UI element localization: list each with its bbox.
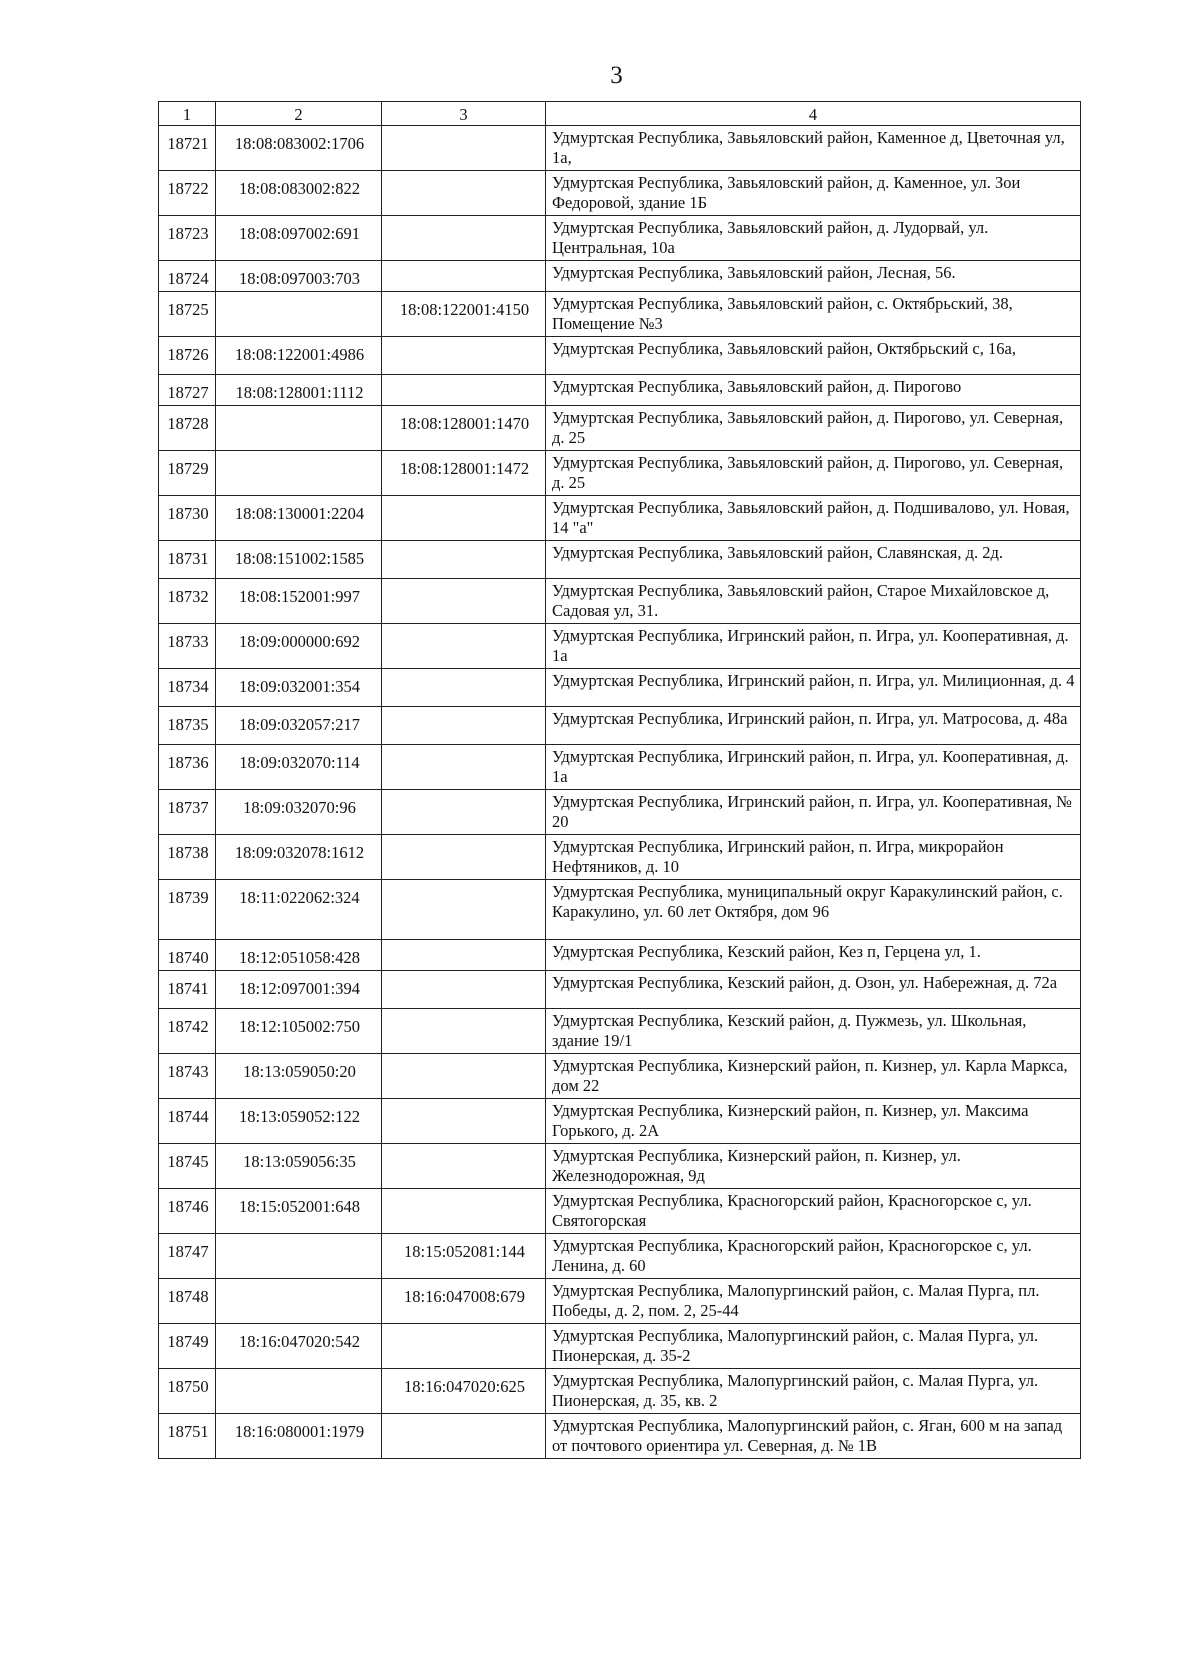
row-number-cell: 18727 (159, 375, 216, 406)
cadastral-number-cell: 18:08:083002:1706 (216, 126, 382, 171)
cadastral-number-cell: 18:09:032001:354 (216, 669, 382, 707)
table-row (159, 1054, 1081, 1099)
cadastral-number-alt-cell: 18:16:047020:625 (382, 1369, 546, 1414)
row-number-cell: 18741 (159, 971, 216, 1009)
address-cell: Удмуртская Республика, Красногорский район, Красногорское с, ул. Святогорская (546, 1189, 1081, 1234)
column-header-1: 1 (159, 102, 216, 126)
address-cell: Удмуртская Республика, Игринский район, п. Игра, ул. Матросова, д. 48а (546, 707, 1081, 745)
address-cell: Удмуртская Республика, Завьяловский район, д. Пирогово (546, 375, 1081, 406)
table-header (159, 102, 1081, 126)
cadastral-number-alt-cell (382, 375, 546, 406)
table-row (159, 1189, 1081, 1234)
cadastral-number-alt-cell (382, 579, 546, 624)
table-row (159, 1369, 1081, 1414)
row-number-cell: 18721 (159, 126, 216, 171)
cadastral-number-cell (216, 1369, 382, 1414)
cadastral-number-alt-cell (382, 835, 546, 880)
cadastral-number-alt-cell (382, 1324, 546, 1369)
cadastral-number-cell (216, 451, 382, 496)
cadastral-number-alt-cell (382, 171, 546, 216)
table-row (159, 1099, 1081, 1144)
table-row (159, 971, 1081, 1009)
row-number-cell: 18730 (159, 496, 216, 541)
table-row (159, 496, 1081, 541)
cadastral-number-alt-cell (382, 745, 546, 790)
row-number-cell: 18723 (159, 216, 216, 261)
address-cell: Удмуртская Республика, Игринский район, п. Игра, ул. Кооперативная, № 20 (546, 790, 1081, 835)
address-cell: Удмуртская Республика, Игринский район, п. Игра, ул. Кооперативная, д. 1а (546, 745, 1081, 790)
cadastral-number-alt-cell: 18:08:122001:4150 (382, 292, 546, 337)
row-number-cell: 18734 (159, 669, 216, 707)
address-cell: Удмуртская Республика, Кизнерский район, п. Кизнер, ул. Максима Горького, д. 2А (546, 1099, 1081, 1144)
address-cell: Удмуртская Республика, Завьяловский район, Славянская, д. 2д. (546, 541, 1081, 579)
address-cell: Удмуртская Республика, Кезский район, Кез п, Герцена ул, 1. (546, 940, 1081, 971)
row-number-cell: 18725 (159, 292, 216, 337)
address-cell: Удмуртская Республика, Завьяловский район, д. Подшивалово, ул. Новая, 14 "а" (546, 496, 1081, 541)
table-row (159, 1234, 1081, 1279)
cadastral-number-cell: 18:08:097003:703 (216, 261, 382, 292)
cadastral-number-alt-cell: 18:08:128001:1470 (382, 406, 546, 451)
cadastral-number-alt-cell (382, 1099, 546, 1144)
cadastral-number-cell: 18:08:128001:1112 (216, 375, 382, 406)
row-number-cell: 18740 (159, 940, 216, 971)
table-row (159, 1279, 1081, 1324)
cadastral-number-alt-cell: 18:16:047008:679 (382, 1279, 546, 1324)
row-number-cell: 18747 (159, 1234, 216, 1279)
registry-table (158, 101, 1081, 1459)
address-cell: Удмуртская Республика, Игринский район, п. Игра, микрорайон Нефтяников, д. 10 (546, 835, 1081, 880)
row-number-cell: 18728 (159, 406, 216, 451)
cadastral-number-cell: 18:11:022062:324 (216, 880, 382, 940)
row-number-cell: 18749 (159, 1324, 216, 1369)
row-number-cell: 18722 (159, 171, 216, 216)
row-number-cell: 18733 (159, 624, 216, 669)
cadastral-number-cell: 18:09:032070:114 (216, 745, 382, 790)
cadastral-number-alt-cell (382, 1189, 546, 1234)
table-row (159, 940, 1081, 971)
cadastral-number-alt-cell (382, 880, 546, 940)
row-number-cell: 18724 (159, 261, 216, 292)
address-cell: Удмуртская Республика, Завьяловский район, Лесная, 56. (546, 261, 1081, 292)
address-cell: Удмуртская Республика, Завьяловский район, д. Пирогово, ул. Северная, д. 25 (546, 406, 1081, 451)
row-number-cell: 18750 (159, 1369, 216, 1414)
table-body (159, 126, 1081, 1459)
cadastral-number-alt-cell (382, 126, 546, 171)
cadastral-number-cell: 18:13:059052:122 (216, 1099, 382, 1144)
cadastral-number-cell: 18:08:097002:691 (216, 216, 382, 261)
table-row (159, 1144, 1081, 1189)
cadastral-number-alt-cell (382, 971, 546, 1009)
row-number-cell: 18745 (159, 1144, 216, 1189)
column-header-2: 2 (216, 102, 382, 126)
cadastral-number-cell: 18:12:105002:750 (216, 1009, 382, 1054)
cadastral-number-cell: 18:08:152001:997 (216, 579, 382, 624)
cadastral-number-alt-cell (382, 940, 546, 971)
header-row (159, 102, 1081, 126)
row-number-cell: 18736 (159, 745, 216, 790)
row-number-cell: 18735 (159, 707, 216, 745)
address-cell: Удмуртская Республика, Кизнерский район, п. Кизнер, ул. Карла Маркса, дом 22 (546, 1054, 1081, 1099)
cadastral-number-cell: 18:16:047020:542 (216, 1324, 382, 1369)
row-number-cell: 18742 (159, 1009, 216, 1054)
address-cell: Удмуртская Республика, Кизнерский район, п. Кизнер, ул. Железнодорожная, 9д (546, 1144, 1081, 1189)
table-row (159, 880, 1081, 940)
cadastral-number-cell: 18:16:080001:1979 (216, 1414, 382, 1459)
table-row (159, 261, 1081, 292)
table-row (159, 1324, 1081, 1369)
row-number-cell: 18729 (159, 451, 216, 496)
address-cell: Удмуртская Республика, Кезский район, д. Пужмезь, ул. Школьная, здание 19/1 (546, 1009, 1081, 1054)
column-header-4: 4 (546, 102, 1081, 126)
table-row (159, 745, 1081, 790)
cadastral-number-cell: 18:12:051058:428 (216, 940, 382, 971)
table-row (159, 1414, 1081, 1459)
address-cell: Удмуртская Республика, Игринский район, п. Игра, ул. Кооперативная, д. 1а (546, 624, 1081, 669)
row-number-cell: 18737 (159, 790, 216, 835)
address-cell: Удмуртская Республика, Завьяловский район, Октябрьский с, 16а, (546, 337, 1081, 375)
table-row (159, 790, 1081, 835)
cadastral-number-cell: 18:15:052001:648 (216, 1189, 382, 1234)
cadastral-number-alt-cell (382, 1414, 546, 1459)
cadastral-number-alt-cell (382, 261, 546, 292)
cadastral-number-cell: 18:08:122001:4986 (216, 337, 382, 375)
column-header-3: 3 (382, 102, 546, 126)
address-cell: Удмуртская Республика, Завьяловский район, д. Пирогово, ул. Северная, д. 25 (546, 451, 1081, 496)
table-row (159, 541, 1081, 579)
cadastral-number-cell: 18:09:032057:217 (216, 707, 382, 745)
cadastral-number-cell: 18:09:000000:692 (216, 624, 382, 669)
cadastral-number-alt-cell (382, 216, 546, 261)
row-number-cell: 18731 (159, 541, 216, 579)
row-number-cell: 18739 (159, 880, 216, 940)
cadastral-number-alt-cell (382, 337, 546, 375)
page-number: 3 (610, 62, 623, 89)
address-cell: Удмуртская Республика, Игринский район, п. Игра, ул. Милиционная, д. 4 (546, 669, 1081, 707)
cadastral-number-alt-cell (382, 624, 546, 669)
table-row (159, 1009, 1081, 1054)
table-row (159, 835, 1081, 880)
row-number-cell: 18746 (159, 1189, 216, 1234)
address-cell: Удмуртская Республика, Завьяловский район, Старое Михайловское д, Садовая ул, 31. (546, 579, 1081, 624)
table-row (159, 624, 1081, 669)
cadastral-number-alt-cell (382, 1144, 546, 1189)
address-cell: Удмуртская Республика, Малопургинский район, с. Малая Пурга, пл. Победы, д. 2, пом. 2, 25-44 (546, 1279, 1081, 1324)
cadastral-number-cell: 18:12:097001:394 (216, 971, 382, 1009)
cadastral-number-cell (216, 1279, 382, 1324)
row-number-cell: 18738 (159, 835, 216, 880)
table-row (159, 707, 1081, 745)
address-cell: Удмуртская Республика, Кезский район, д. Озон, ул. Набережная, д. 72а (546, 971, 1081, 1009)
cadastral-number-cell: 18:09:032070:96 (216, 790, 382, 835)
cadastral-number-alt-cell (382, 790, 546, 835)
address-cell: Удмуртская Республика, Малопургинский район, с. Яган, 600 м на запад от почтового ориентира ул. Северная, д. № 1В (546, 1414, 1081, 1459)
address-cell: Удмуртская Республика, Завьяловский район, Каменное д, Цветочная ул, 1а, (546, 126, 1081, 171)
table-row (159, 337, 1081, 375)
cadastral-number-cell: 18:08:130001:2204 (216, 496, 382, 541)
cadastral-number-cell: 18:08:083002:822 (216, 171, 382, 216)
table-row (159, 292, 1081, 337)
cadastral-number-cell (216, 406, 382, 451)
cadastral-number-cell: 18:08:151002:1585 (216, 541, 382, 579)
table-row (159, 406, 1081, 451)
cadastral-number-cell (216, 292, 382, 337)
address-cell: Удмуртская Республика, Малопургинский район, с. Малая Пурга, ул. Пионерская, д. 35-2 (546, 1324, 1081, 1369)
row-number-cell: 18744 (159, 1099, 216, 1144)
address-cell: Удмуртская Республика, Завьяловский район, д. Лудорвай, ул. Центральная, 10а (546, 216, 1081, 261)
address-cell: Удмуртская Республика, муниципальный округ Каракулинский район, с. Каракулино, ул. 60 лет Октября, дом 96 (546, 880, 1081, 940)
table-row (159, 126, 1081, 171)
address-cell: Удмуртская Республика, Завьяловский район, с. Октябрьский, 38, Помещение №3 (546, 292, 1081, 337)
cadastral-number-alt-cell (382, 669, 546, 707)
cadastral-number-cell (216, 1234, 382, 1279)
table-row (159, 669, 1081, 707)
cadastral-number-alt-cell (382, 496, 546, 541)
cadastral-number-alt-cell (382, 541, 546, 579)
cadastral-number-alt-cell (382, 707, 546, 745)
table-row (159, 451, 1081, 496)
cadastral-number-alt-cell (382, 1009, 546, 1054)
row-number-cell: 18751 (159, 1414, 216, 1459)
table-row (159, 171, 1081, 216)
cadastral-number-alt-cell: 18:08:128001:1472 (382, 451, 546, 496)
table-row (159, 216, 1081, 261)
cadastral-number-alt-cell (382, 1054, 546, 1099)
table-row (159, 375, 1081, 406)
cadastral-number-cell: 18:13:059050:20 (216, 1054, 382, 1099)
cadastral-number-alt-cell: 18:15:052081:144 (382, 1234, 546, 1279)
cadastral-number-cell: 18:09:032078:1612 (216, 835, 382, 880)
address-cell: Удмуртская Республика, Завьяловский район, д. Каменное, ул. Зои Федоровой, здание 1Б (546, 171, 1081, 216)
row-number-cell: 18743 (159, 1054, 216, 1099)
address-cell: Удмуртская Республика, Малопургинский район, с. Малая Пурга, ул. Пионерская, д. 35, кв. 2 (546, 1369, 1081, 1414)
address-cell: Удмуртская Республика, Красногорский район, Красногорское с, ул. Ленина, д. 60 (546, 1234, 1081, 1279)
table-row (159, 579, 1081, 624)
row-number-cell: 18748 (159, 1279, 216, 1324)
row-number-cell: 18726 (159, 337, 216, 375)
cadastral-number-cell: 18:13:059056:35 (216, 1144, 382, 1189)
row-number-cell: 18732 (159, 579, 216, 624)
